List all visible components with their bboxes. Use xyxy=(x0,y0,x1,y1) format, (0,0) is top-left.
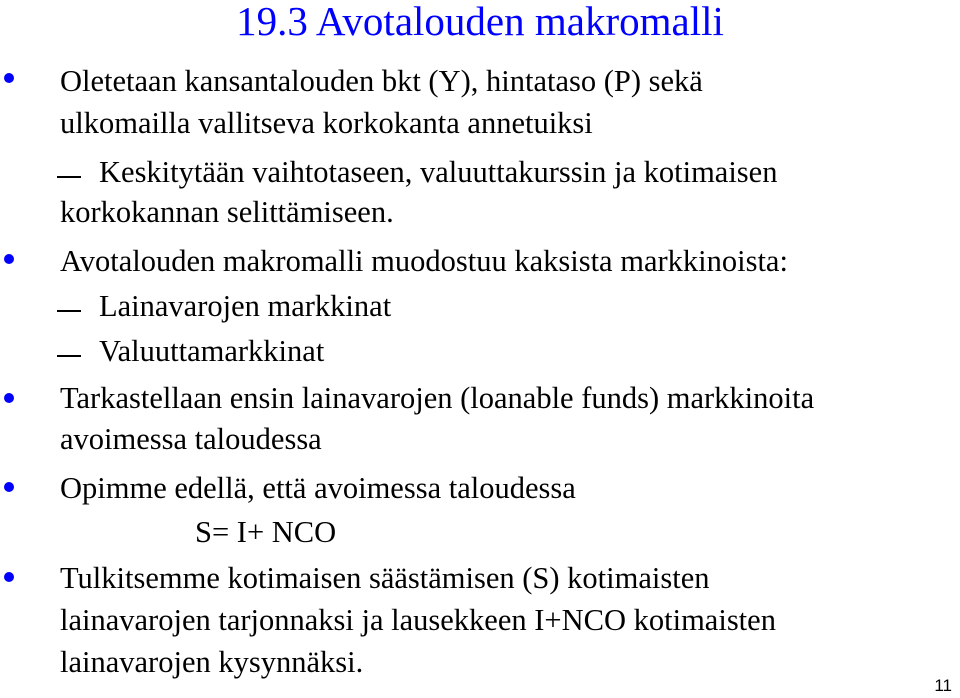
page-number: 11 xyxy=(934,676,952,695)
dash-marker xyxy=(57,355,81,357)
bullet-marker xyxy=(4,482,14,492)
dash-marker xyxy=(57,176,81,178)
slide-title: 19.3 Avotalouden makromalli xyxy=(236,0,724,44)
bullet-text: avoimessa taloudessa xyxy=(60,422,322,456)
bullet-text: lainavarojen kysynnäksi. xyxy=(60,645,364,679)
subitem-text: Keskitytään vaihtotaseen, valuuttakurssin ja kotimaisen xyxy=(99,155,778,189)
bullet-marker xyxy=(4,254,14,264)
bullet-text: Tulkitsemme kotimaisen säästämisen (S) kotimaisten xyxy=(60,561,710,595)
bullet-text: ulkomailla vallitseva korkokanta annetuiksi xyxy=(60,106,593,140)
subitem-text: Valuuttamarkkinat xyxy=(99,334,325,368)
bullet-marker xyxy=(4,572,14,582)
bullet-marker xyxy=(4,393,14,403)
bullet-marker xyxy=(4,73,14,83)
bullet-text: Tarkastellaan ensin lainavarojen (loanable funds) markkinoita xyxy=(60,381,815,415)
bullet-text: Avotalouden makromalli muodostuu kaksista markkinoista: xyxy=(60,244,788,278)
bullet-text: Opimme edellä, että avoimessa taloudessa xyxy=(60,471,576,505)
subitem-text: Lainavarojen markkinat xyxy=(99,289,392,323)
subitem-text: korkokannan selittämiseen. xyxy=(60,195,394,229)
dash-marker xyxy=(57,310,81,312)
bullet-text: Oletetaan kansantalouden bkt (Y), hintataso (P) sekä xyxy=(60,64,703,98)
bullet-text: lainavarojen tarjonnaksi ja lausekkeen I+NCO kotimaisten xyxy=(60,603,776,637)
equation-text: S= I+ NCO xyxy=(195,515,337,549)
